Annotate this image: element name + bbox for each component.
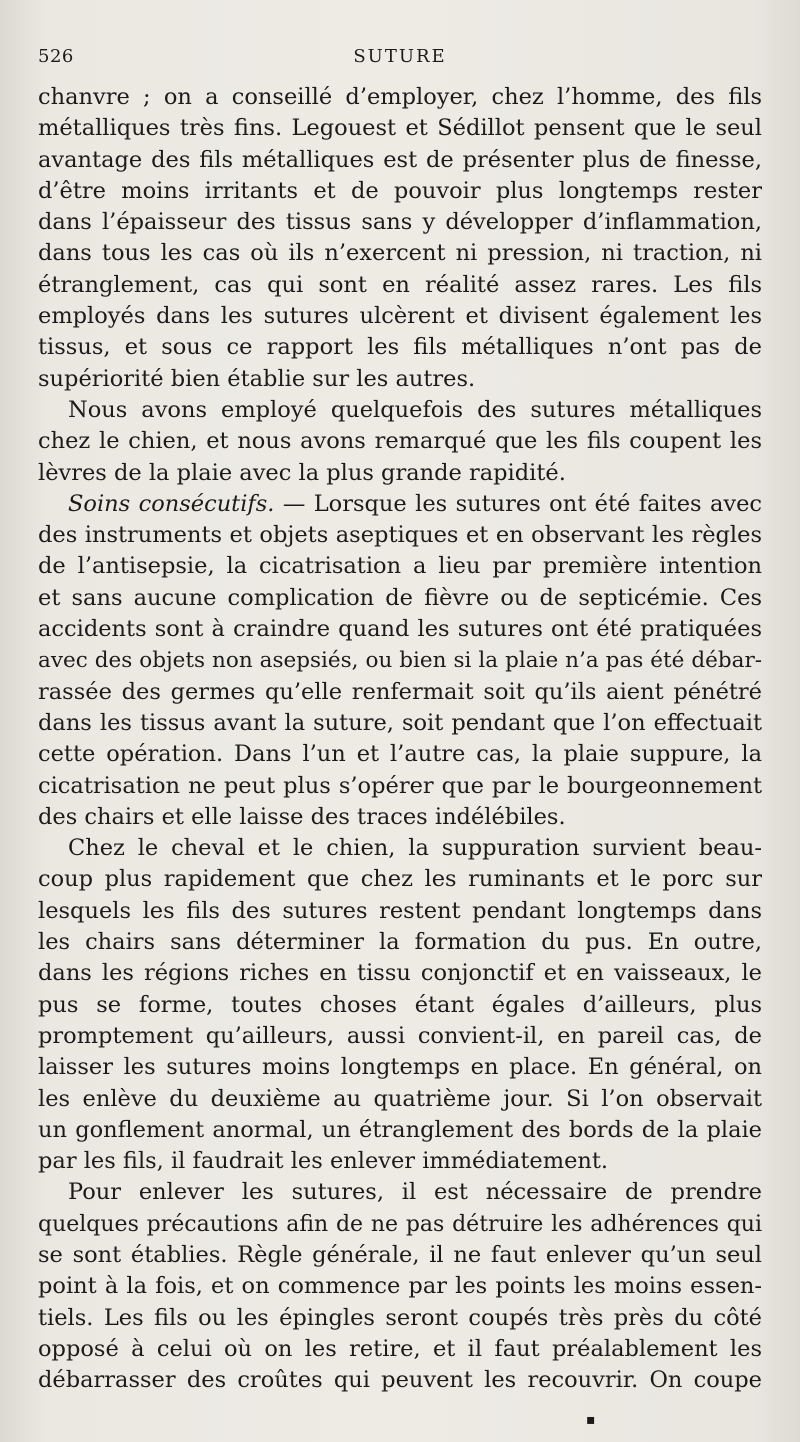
- text-line: étranglement, cas qui sont en réalité assez rares. Les fils: [38, 271, 762, 298]
- text-line: dans les tissus avant la suture, soit pendant que l’on effectuait: [38, 709, 762, 736]
- footer-mark: ▪: [586, 1412, 596, 1428]
- text-line: Pour enlever les sutures, il est nécessaire de prendre: [68, 1179, 762, 1206]
- paragraph: [38, 833, 762, 1177]
- paragraph: [38, 395, 762, 489]
- text-line: tissus, et sous ce rapport les fils métalliques n’ont pas de: [38, 334, 762, 361]
- paragraph: [38, 82, 762, 395]
- text-line: des chairs et elle laisse des traces indélébiles.: [38, 803, 566, 830]
- text-line: les enlève du deuxième au quatrième jour. Si l’on observait: [38, 1085, 762, 1112]
- text-span: — Lorsque les sutures ont été faites avec: [274, 490, 762, 517]
- text-line: et sans aucune complication de fièvre ou de septicémie. Ces: [38, 584, 762, 611]
- text-line: dans les régions riches en tissu conjonctif et en vaisseaux, le: [38, 960, 762, 987]
- text-line: promptement qu’ailleurs, aussi convient-il, en pareil cas, de: [38, 1022, 762, 1049]
- text-line: se sont établies. Règle générale, il ne faut enlever qu’un seul: [38, 1241, 762, 1268]
- text-line: [38, 489, 762, 520]
- text-line: par les fils, il faudrait les enlever immédiatement.: [38, 1148, 609, 1175]
- text-line: rassée des germes qu’elle renfermait soit qu’ils aient pénétré: [38, 678, 762, 705]
- text-line: lèvres de la plaie avec la plus grande rapidité.: [38, 459, 566, 486]
- text-line: employés dans les sutures ulcèrent et divisent également les: [38, 303, 762, 330]
- text-line: des instruments et objets aseptiques et en observant les règles: [38, 522, 762, 549]
- paragraph: [38, 489, 762, 833]
- text-line: un gonflement anormal, un étranglement des bords de la plaie: [38, 1116, 762, 1143]
- text-line: laisser les sutures moins longtemps en place. En général, on: [38, 1054, 762, 1081]
- text-line: chez le chien, et nous avons remarqué que les fils coupent les: [38, 428, 762, 455]
- text-line: coup plus rapidement que chez les ruminants et le porc sur: [38, 866, 762, 893]
- running-title: SUTURE: [353, 46, 447, 67]
- text-line: chanvre ; on a conseillé d’employer, chez l’homme, des fils: [38, 84, 762, 110]
- text-line: cette opération. Dans l’un et l’autre cas, la plaie suppure, la: [38, 741, 762, 768]
- text-line: débarrasser des croûtes qui peuvent les recouvrir. On coupe: [38, 1367, 762, 1394]
- section-heading: Soins consécutifs.: [68, 490, 275, 517]
- text-line: cicatrisation ne peut plus s’opérer que par le bourgeonnement: [38, 772, 762, 799]
- page-number: 526: [38, 46, 74, 67]
- text-line: de l’antisepsie, la cicatrisation a lieu par première intention: [38, 553, 762, 580]
- page-header: [38, 44, 762, 74]
- text-line: d’être moins irritants et de pouvoir plus longtemps rester: [38, 177, 762, 204]
- text-line: dans tous les cas où ils n’exercent ni pression, ni traction, ni: [38, 240, 762, 267]
- text-line: avantage des fils métalliques est de présenter plus de finesse,: [38, 146, 762, 173]
- text-line: tiels. Les fils ou les épingles seront coupés très près du côté: [38, 1304, 762, 1331]
- paragraph: [38, 1177, 762, 1396]
- text-line: accidents sont à craindre quand les sutures ont été pratiquées: [38, 616, 762, 643]
- text-line: supériorité bien établie sur les autres.: [38, 365, 476, 392]
- text-line: point à la fois, et on commence par les points les moins essen-: [38, 1273, 762, 1300]
- text-line: opposé à celui où on les retire, et il faut préalablement les: [38, 1335, 762, 1362]
- text-line: quelques précautions afin de ne pas détruire les adhérences qui: [38, 1211, 762, 1237]
- text-line: avec des objets non asepsiés, ou bien si la plaie n’a pas été débar-: [38, 648, 762, 674]
- text-line: métalliques très fins. Legouest et Sédillot pensent que le seul: [38, 115, 762, 142]
- text-line: les chairs sans déterminer la formation du pus. En outre,: [38, 929, 762, 956]
- body-text: [38, 82, 762, 1396]
- text-line: Nous avons employé quelquefois des sutures métalliques: [68, 396, 762, 423]
- text-line: Chez le cheval et le chien, la suppuration survient beau-: [68, 835, 762, 862]
- text-line: lesquels les fils des sutures restent pendant longtemps dans: [38, 897, 762, 924]
- text-line: pus se forme, toutes choses étant égales d’ailleurs, plus: [38, 991, 762, 1018]
- text-line: dans l’épaisseur des tissus sans y développer d’inflammation,: [38, 209, 762, 236]
